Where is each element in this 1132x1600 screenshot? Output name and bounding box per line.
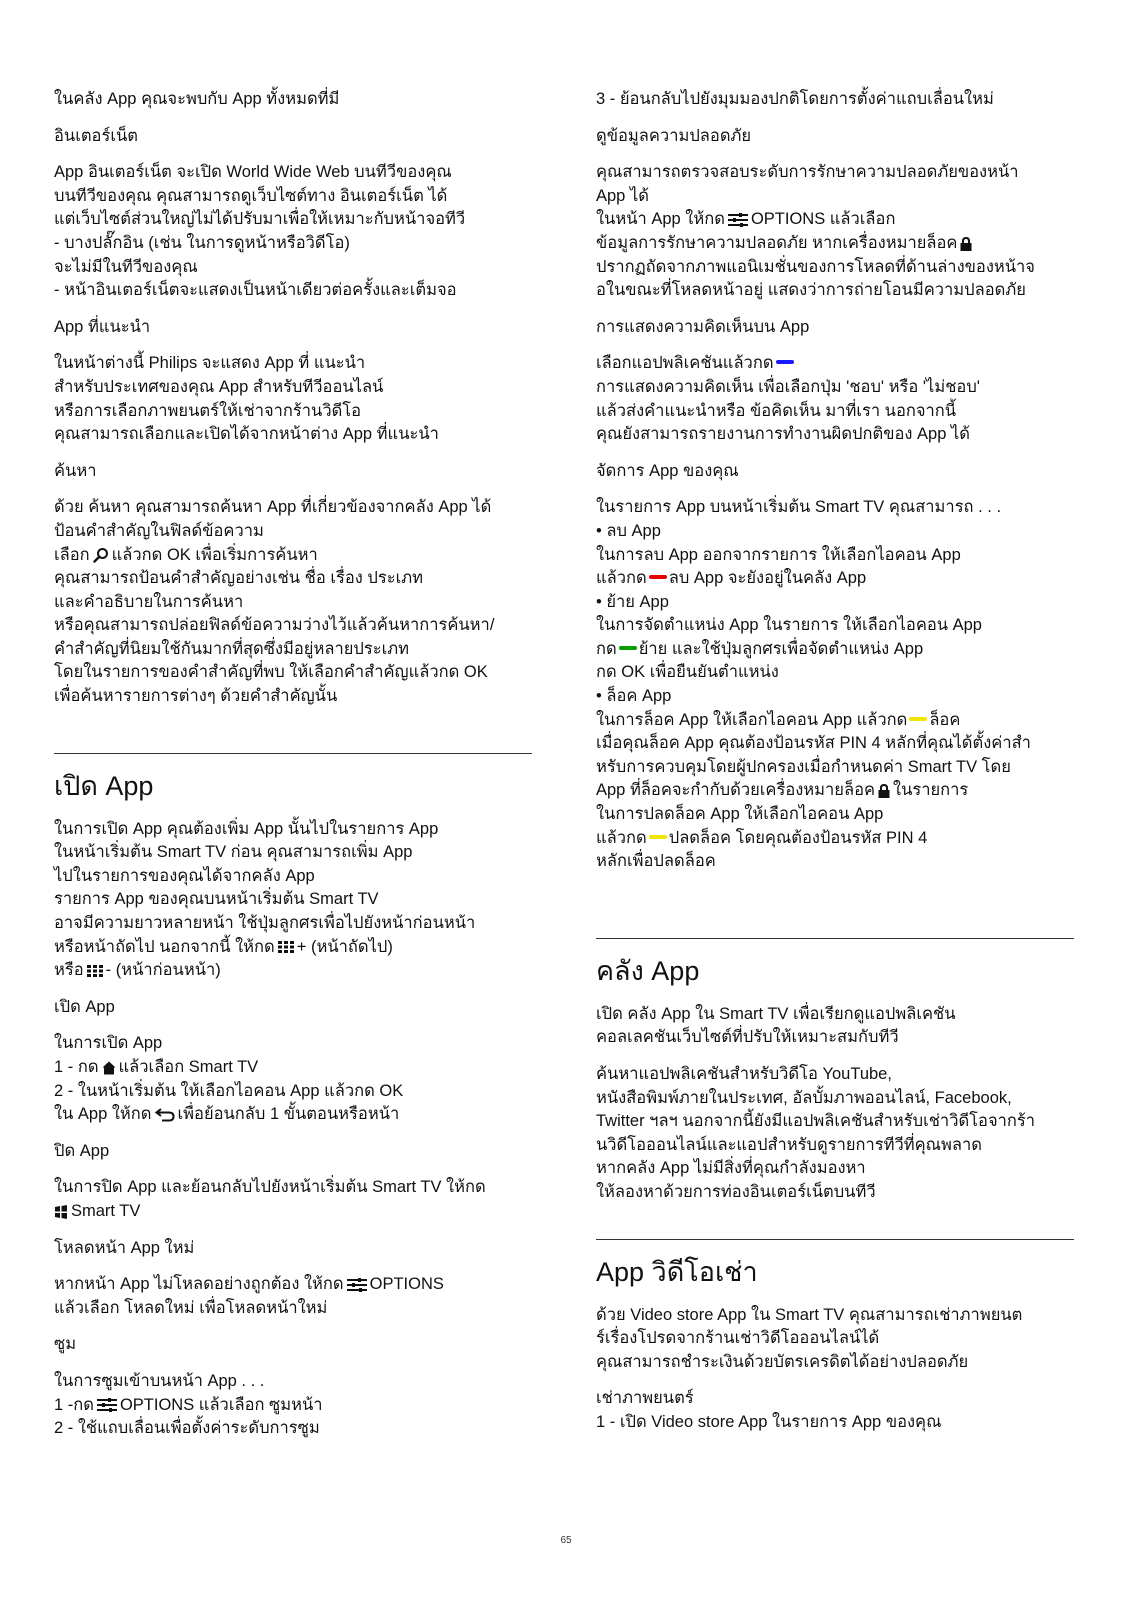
options-icon bbox=[347, 1278, 367, 1292]
section-heading-internet: อินเตอร์เน็ต bbox=[54, 126, 138, 145]
text-line: อในขณะที่โหลดหน้าอยู่ แสดงว่าการถ่ายโอนมีความปลอดภัย bbox=[596, 281, 1026, 300]
text-line: ด้วย ค้นหา คุณสามารถค้นหา App ที่เกี่ยวข้องจากคลัง App ได้ bbox=[54, 498, 492, 517]
text-segment: หรือหน้าถัดไป นอกจากนี้ ให้กด bbox=[54, 937, 275, 956]
text-segment: 1 - กด bbox=[54, 1058, 99, 1076]
text-line: แต่เว็บไซต์ส่วนใหญ่ไม่ได้ปรับมาเพื่อให้เหมาะกับหน้าจอทีวี bbox=[54, 210, 466, 229]
text-line: ร์เรื่องโปรดจากร้านเช่าวิดีโอออนไลน์ได้ bbox=[596, 1329, 880, 1348]
search-paragraph bbox=[54, 496, 532, 708]
left-column bbox=[54, 88, 532, 1454]
text-segment: เลือก bbox=[54, 545, 90, 564]
smart-tv-icon bbox=[54, 1205, 68, 1219]
open-steps-paragraph bbox=[54, 1032, 532, 1126]
text-segment: ในรายการ bbox=[893, 781, 969, 800]
section-heading-close: ปิด App bbox=[54, 1141, 110, 1160]
text-segment: OPTIONS แล้วเลือก ซูมหน้า bbox=[119, 1395, 323, 1414]
text-line: ไปในรายการของคุณได้จากคลัง App bbox=[54, 866, 315, 885]
text-line: - หน้าอินเตอร์เน็ตจะแสดงเป็นหน้าเดียวต่อครั้งและเต็มจอ bbox=[54, 281, 457, 300]
text-line: 3 - ย้อนกลับไปยังมุมมองปกติโดยการตั้งค่าแถบเลื่อนใหม่ bbox=[596, 90, 994, 108]
rent-movie-paragraph bbox=[596, 1387, 1074, 1434]
text-line: คอลเลคชันเว็บไซต์ที่ปรับให้เหมาะสมกับทีวี bbox=[596, 1028, 899, 1047]
text-segment: ปลดล็อค โดยคุณต้องป้อนรหัส PIN 4 bbox=[668, 828, 928, 847]
text-line: Twitter ฯลฯ นอกจากนี้ยังมีแอปพลิเคชันสำหรับเช่าวิดีโอจากร้า bbox=[596, 1112, 1035, 1131]
text-line: หรือการเลือกภาพยนตร์ให้เช่าจากร้านวิดีโอ bbox=[54, 401, 362, 420]
text-segment: OPTIONS bbox=[369, 1275, 444, 1294]
text-line: ในหน้าต่างนี้ Philips จะแสดง App ที่ แนะนำ bbox=[54, 354, 366, 373]
text-line: การแสดงความคิดเห็น เพื่อเลือกปุ่ม 'ชอบ' หรือ 'ไม่ชอบ' bbox=[596, 377, 980, 396]
text-segment: - (หน้าก่อนหน้า) bbox=[105, 961, 221, 980]
text-line: ในคลัง App คุณจะพบกับ App ทั้งหมดที่มี bbox=[54, 90, 340, 108]
options-icon bbox=[728, 213, 748, 227]
home-icon bbox=[102, 1061, 116, 1075]
text-segment: + (หน้าถัดไป) bbox=[296, 937, 393, 956]
text-segment: ใน App ให้กด bbox=[54, 1105, 152, 1124]
blue-key-icon bbox=[776, 360, 794, 364]
text-line bbox=[596, 709, 1074, 733]
text-line bbox=[54, 544, 532, 568]
text-line: หรับการควบคุมโดยผู้ปกครองเมื่อกำหนดค่า Smart TV โดย bbox=[596, 757, 1011, 776]
text-line: ในการเปิด App bbox=[54, 1034, 163, 1053]
text-segment: แล้วเลือก Smart TV bbox=[118, 1058, 259, 1076]
options-icon bbox=[97, 1398, 117, 1412]
lock-icon bbox=[960, 237, 972, 251]
text-segment: 1 -กด bbox=[54, 1395, 94, 1414]
text-line: ในการจัดตำแหน่ง App ในรายการ ให้เลือกไอคอน App bbox=[596, 616, 982, 635]
feedback-paragraph bbox=[596, 352, 1074, 446]
text-line: App อินเตอร์เน็ต จะเปิด World Wide Web บนทีวีของคุณ bbox=[54, 163, 452, 182]
paragraph bbox=[54, 88, 532, 112]
page-number: 65 bbox=[560, 1535, 572, 1546]
text-line bbox=[596, 208, 1074, 232]
section-title-video-rental: App วิดีโอเช่า bbox=[596, 1256, 758, 1287]
text-segment: กด bbox=[596, 639, 617, 658]
text-segment: หรือ bbox=[54, 961, 84, 980]
text-segment: หากหน้า App ไม่โหลดอย่างถูกต้อง ให้กด bbox=[54, 1275, 344, 1294]
gallery-paragraph bbox=[596, 1003, 1074, 1050]
text-segment: เลือกแอปพลิเคชันแล้วกด bbox=[596, 354, 774, 373]
right-column bbox=[596, 88, 1074, 1448]
text-line: คำสำคัญที่นิยมใช้กันมากที่สุดซึ่งมีอยู่หลายประเภท bbox=[54, 639, 409, 658]
text-line: ในการเปิด App คุณต้องเพิ่ม App นั้นไปในรายการ App bbox=[54, 819, 439, 838]
text-line: นวิดีโอออนไลน์และแอปสำหรับดูรายการทีวีที่คุณพลาด bbox=[596, 1135, 982, 1154]
text-line: ปรากฏถัดจากภาพแอนิเมชั่นของการโหลดที่ด้านล่างของหน้าจ bbox=[596, 257, 1035, 276]
section-heading-rent-movie: เช่าภาพยนตร์ bbox=[596, 1389, 694, 1408]
text-line: จะไม่มีในทีวีของคุณ bbox=[54, 257, 198, 276]
section-heading-recommended: App ที่แนะนำ bbox=[54, 317, 151, 336]
text-line: 2 - ใช้แถบเลื่อนเพื่อตั้งค่าระดับการซูม bbox=[54, 1419, 320, 1438]
section-heading-security: ดูข้อมูลความปลอดภัย bbox=[596, 126, 752, 145]
text-segment: แล้วกด OK เพื่อเริ่มการค้นหา bbox=[111, 545, 318, 564]
security-paragraph bbox=[596, 161, 1074, 303]
text-line: ให้ลองหาด้วยการท่องอินเตอร์เน็ตบนทีวี bbox=[596, 1182, 876, 1201]
text-line: • ย้าย App bbox=[596, 592, 669, 611]
recommended-paragraph bbox=[54, 352, 532, 446]
text-line: • ล็อค App bbox=[596, 687, 672, 706]
text-line: และคำอธิบายในการค้นหา bbox=[54, 592, 244, 611]
text-line bbox=[54, 959, 532, 983]
text-segment: ล็อค bbox=[929, 710, 961, 729]
text-line bbox=[596, 779, 1074, 803]
search-icon bbox=[93, 547, 109, 563]
text-line: เมื่อคุณล็อค App คุณต้องป้อนรหัส PIN 4 หลักที่คุณได้ตั้งค่าสำ bbox=[596, 734, 1031, 753]
text-line: หรือคุณสามารถปล่อยฟิลด์ข้อความว่างไว้แล้วค้นหาการค้นหา/ bbox=[54, 616, 495, 635]
text-segment: ในการล็อค App ให้เลือกไอคอน App แล้วกด bbox=[596, 710, 908, 729]
green-key-icon bbox=[619, 646, 637, 650]
text-line: เปิด คลัง App ใน Smart TV เพื่อเรียกดูแอปพลิเคชัน bbox=[596, 1004, 956, 1023]
text-segment: แล้วกด bbox=[596, 828, 647, 847]
close-paragraph bbox=[54, 1176, 532, 1223]
text-segment: OPTIONS แล้วเลือก bbox=[750, 210, 896, 229]
paragraph bbox=[596, 88, 1074, 112]
text-line bbox=[596, 638, 1074, 662]
section-title-app-gallery: คลัง App bbox=[596, 955, 700, 986]
open-intro-paragraph bbox=[54, 818, 532, 983]
text-line: แล้วเลือก โหลดใหม่ เพื่อโหลดหน้าใหม่ bbox=[54, 1298, 328, 1317]
back-icon bbox=[155, 1108, 175, 1122]
text-line: แล้วส่งคำแนะนำหรือ ข้อคิดเห็น มาที่เรา นอกจากนี้ bbox=[596, 401, 957, 420]
text-line bbox=[596, 827, 1074, 851]
text-line bbox=[596, 232, 1074, 256]
text-line: App ได้ bbox=[596, 186, 649, 205]
section-title-open-app: เปิด App bbox=[54, 770, 154, 801]
section-divider bbox=[596, 1239, 1074, 1240]
text-line: ในการปิด App และย้อนกลับไปยังหน้าเริ่มต้น Smart TV ให้กด bbox=[54, 1178, 486, 1197]
text-segment: ในหน้า App ให้กด bbox=[596, 210, 725, 229]
text-line: ด้วย Video store App ใน Smart TV คุณสามารถเช่าภาพยนต bbox=[596, 1305, 1023, 1324]
text-segment: ข้อมูลการรักษาความปลอดภัย หากเครื่องหมายล็อค bbox=[596, 233, 958, 252]
text-line bbox=[54, 1273, 532, 1297]
section-heading-reload: โหลดหน้า App ใหม่ bbox=[54, 1238, 195, 1257]
text-line: สำหรับประเทศของคุณ App สำหรับทีวีออนไลน์ bbox=[54, 377, 384, 396]
yellow-key-icon bbox=[649, 835, 667, 839]
text-line bbox=[54, 936, 532, 960]
text-line: กด OK เพื่อยืนยันตำแหน่ง bbox=[596, 663, 779, 682]
text-line: ค้นหาแอปพลิเคชันสำหรับวิดีโอ YouTube, bbox=[596, 1065, 892, 1083]
section-heading-search: ค้นหา bbox=[54, 461, 97, 480]
text-line: ในรายการ App บนหน้าเริ่มต้น Smart TV คุณสามารถ . . . bbox=[596, 498, 1002, 517]
section-heading-feedback: การแสดงความคิดเห็นบน App bbox=[596, 317, 810, 336]
section-divider bbox=[596, 938, 1074, 939]
internet-paragraph bbox=[54, 161, 532, 303]
text-line bbox=[54, 1200, 532, 1224]
gallery-paragraph-2 bbox=[596, 1063, 1074, 1205]
text-segment: ย้าย และใช้ปุ่มลูกศรเพื่อจัดตำแหน่ง App bbox=[638, 639, 924, 658]
text-line: ในการซูมเข้าบนหน้า App . . . bbox=[54, 1371, 265, 1390]
text-line: อาจมีความยาวหลายหน้า ใช้ปุ่มลูกศรเพื่อไปยังหน้าก่อนหน้า bbox=[54, 914, 476, 933]
section-heading-zoom: ซูม bbox=[54, 1335, 77, 1354]
section-heading-manage: จัดการ App ของคุณ bbox=[596, 461, 739, 480]
text-line bbox=[54, 1103, 532, 1127]
manage-paragraph bbox=[596, 496, 1074, 874]
text-segment: Smart TV bbox=[71, 1201, 141, 1220]
text-line: ป้อนคำสำคัญในฟิลด์ข้อความ bbox=[54, 521, 264, 540]
text-line: รายการ App ของคุณบนหน้าเริ่มต้น Smart TV bbox=[54, 890, 379, 909]
text-line: ในหน้าเริ่มต้น Smart TV ก่อน คุณสามารถเพิ่ม App bbox=[54, 843, 413, 862]
text-line: 1 - เปิด Video store App ในรายการ App ของคุณ bbox=[596, 1412, 942, 1431]
text-line: คุณสามารถชำระเงินด้วยบัตรเครดิตได้อย่างปลอดภัย bbox=[596, 1352, 969, 1371]
text-line bbox=[54, 1056, 532, 1080]
text-line: บนทีวีของคุณ คุณสามารถดูเว็บไซต์ทาง อินเตอร์เน็ต ได้ bbox=[54, 186, 448, 205]
list-icon bbox=[87, 965, 103, 977]
text-line: • ลบ App bbox=[596, 521, 661, 540]
text-line: เพื่อค้นหารายการต่างๆ ด้วยคำสำคัญนั้น bbox=[54, 687, 338, 706]
yellow-key-icon bbox=[909, 717, 927, 721]
text-segment: App ที่ล็อคจะกำกับด้วยเครื่องหมายล็อค bbox=[596, 781, 876, 800]
text-segment: เพื่อย้อนกลับ 1 ขั้นตอนหรือหน้า bbox=[177, 1105, 400, 1124]
lock-icon bbox=[878, 784, 890, 798]
rental-paragraph bbox=[596, 1304, 1074, 1375]
text-line: คุณยังสามารถรายงานการทำงานผิดปกติของ App ได้ bbox=[596, 425, 971, 444]
zoom-paragraph bbox=[54, 1370, 532, 1441]
text-line bbox=[596, 352, 1074, 376]
text-line: 2 - ในหน้าเริ่มต้น ให้เลือกไอคอน App แล้วกด OK bbox=[54, 1081, 404, 1100]
text-segment: แล้วกด bbox=[596, 569, 647, 588]
text-line: คุณสามารถเลือกและเปิดได้จากหน้าต่าง App ที่แนะนำ bbox=[54, 425, 439, 444]
text-line: ในการลบ App ออกจากรายการ ให้เลือกไอคอน App bbox=[596, 545, 961, 564]
text-line: หนังสือพิมพ์ภายในประเทศ, อัลบั้มภาพออนไลน์, Facebook, bbox=[596, 1088, 1012, 1107]
text-line: หากคลัง App ไม่มีสิ่งที่คุณกำลังมองหา bbox=[596, 1159, 866, 1178]
section-heading-open: เปิด App bbox=[54, 997, 115, 1016]
text-segment: ลบ App จะยังอยู่ในคลัง App bbox=[668, 569, 867, 588]
text-line: โดยในรายการของคำสำคัญที่พบ ให้เลือกคำสำคัญแล้วกด OK bbox=[54, 663, 488, 682]
red-key-icon bbox=[649, 575, 667, 579]
text-line: ในการปลดล็อค App ให้เลือกไอคอน App bbox=[596, 805, 884, 824]
text-line bbox=[54, 1394, 532, 1418]
section-divider bbox=[54, 753, 532, 754]
reload-paragraph bbox=[54, 1273, 532, 1320]
text-line: คุณสามารถตรวจสอบระดับการรักษาความปลอดภัยของหน้า bbox=[596, 163, 1019, 182]
text-line: - บางปลั๊กอิน (เช่น ในการดูหน้าหรือวิดีโอ) bbox=[54, 233, 350, 252]
text-line bbox=[596, 567, 1074, 591]
text-line: หลักเพื่อปลดล็อค bbox=[596, 852, 716, 871]
text-line: คุณสามารถป้อนคำสำคัญอย่างเช่น ชื่อ เรื่อง ประเภท bbox=[54, 569, 424, 588]
list-icon bbox=[278, 941, 294, 953]
